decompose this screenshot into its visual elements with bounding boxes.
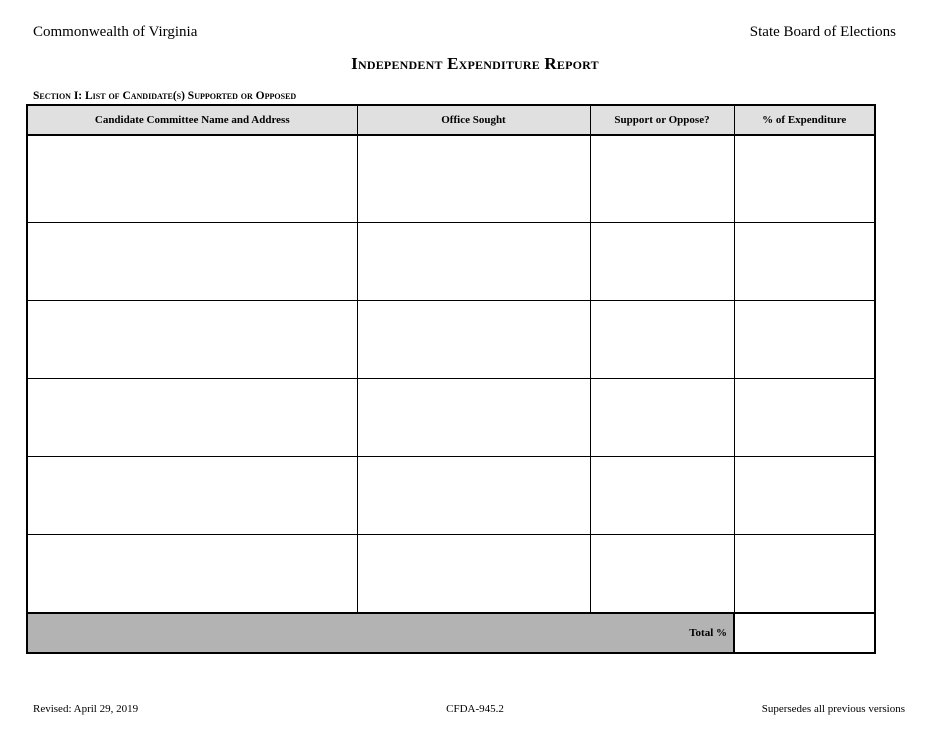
office-cell[interactable] (357, 223, 590, 301)
support-cell[interactable] (590, 535, 734, 614)
total-percent-field[interactable] (734, 613, 875, 653)
percent-cell[interactable] (734, 301, 875, 379)
support-cell[interactable] (590, 301, 734, 379)
candidate-name-cell[interactable] (27, 135, 357, 223)
column-header-candidate: Candidate Committee Name and Address (27, 105, 357, 135)
support-cell[interactable] (590, 379, 734, 457)
candidate-table (26, 104, 876, 654)
form-number: CFDA-945.2 (446, 703, 504, 715)
candidate-name-cell[interactable] (27, 301, 357, 379)
support-cell[interactable] (590, 135, 734, 223)
percent-cell[interactable] (734, 135, 875, 223)
header-board: State Board of Elections (749, 24, 896, 40)
support-cell[interactable] (590, 223, 734, 301)
percent-cell[interactable] (734, 535, 875, 614)
support-cell[interactable] (590, 457, 734, 535)
supersedes-note: Supersedes all previous versions (761, 703, 905, 715)
percent-cell[interactable] (734, 223, 875, 301)
office-cell[interactable] (357, 535, 590, 614)
column-header-support: Support or Oppose? (590, 105, 734, 135)
total-label: Total % (27, 613, 734, 653)
report-title: Independent Expenditure Report (351, 54, 599, 73)
section-label: Section I: List of Candidate(s) Supported or Opposed (33, 90, 297, 102)
candidate-name-cell[interactable] (27, 379, 357, 457)
candidate-name-cell[interactable] (27, 457, 357, 535)
table-row (27, 301, 875, 379)
revision-date: Revised: April 29, 2019 (33, 703, 139, 715)
percent-cell[interactable] (734, 457, 875, 535)
table-row (27, 223, 875, 301)
percent-cell[interactable] (734, 379, 875, 457)
office-cell[interactable] (357, 135, 590, 223)
office-cell[interactable] (357, 301, 590, 379)
table-header-row (27, 105, 875, 135)
column-header-office: Office Sought (357, 105, 590, 135)
candidate-name-cell[interactable] (27, 535, 357, 614)
table-row (27, 135, 875, 223)
table-row (27, 379, 875, 457)
office-cell[interactable] (357, 457, 590, 535)
table-row (27, 535, 875, 614)
table-row (27, 457, 875, 535)
column-header-percent: % of Expenditure (734, 105, 875, 135)
candidate-name-cell[interactable] (27, 223, 357, 301)
office-cell[interactable] (357, 379, 590, 457)
total-row (27, 613, 875, 653)
header-commonwealth: Commonwealth of Virginia (33, 24, 198, 40)
